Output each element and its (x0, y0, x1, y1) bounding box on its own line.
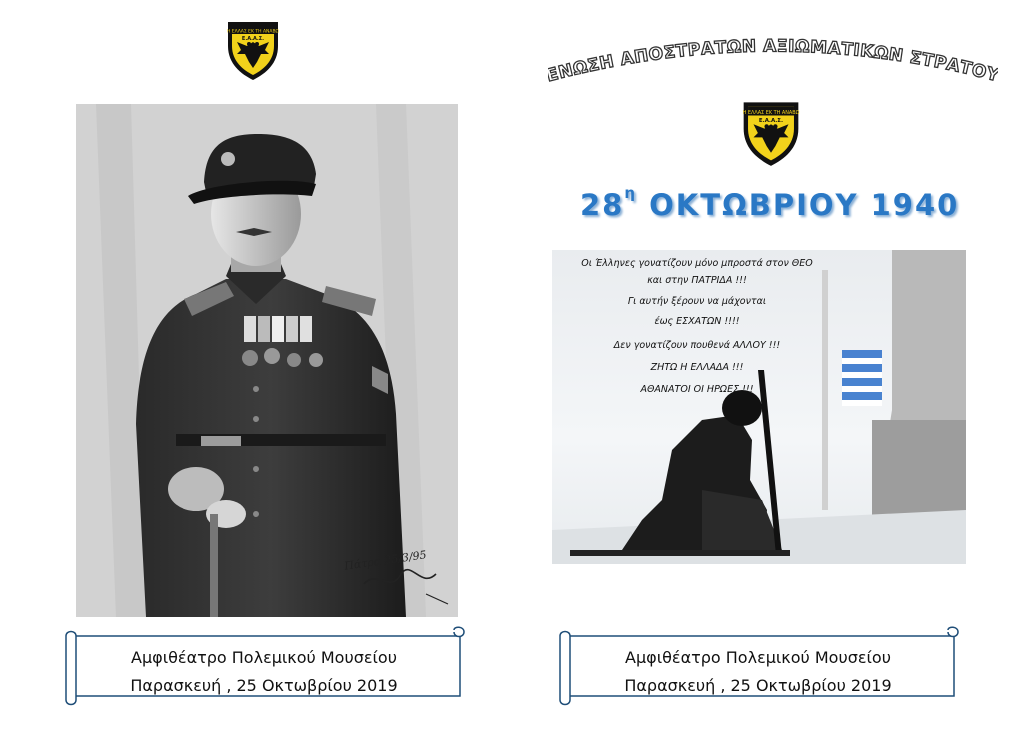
date-title-superscript: η (624, 184, 638, 202)
svg-text:Ε.Α.Α.Σ.: Ε.Α.Α.Σ. (241, 36, 265, 42)
quote-line-1: Οι Έλληνες γονατίζουν μόνο μπροστά στον ΘΕΟ (581, 258, 813, 269)
caption-scroll-right (556, 626, 960, 706)
svg-text:Η ΕΛΛΑΣ ΕΚ ΤΗ ΑΝΑΒΩ: Η ΕΛΛΑΣ ΕΚ ΤΗ ΑΝΑΒΩ (226, 29, 280, 35)
quote-line-3: Γι αυτήν ξέρουν να μάχονται (627, 296, 767, 307)
date-title-rest: ΟΚΤΩΒΡΙΟΥ 1940 (649, 188, 960, 222)
date-title (580, 184, 980, 222)
quote-line-2: και στην ΠΑΤΡΙΔΑ !!! (647, 275, 747, 286)
signature-date-text: Πάτρα 25/3/95 (343, 548, 428, 573)
quote-line-7: ΑΘΑΝΑΤΟΙ ΟΙ ΗΡΩΕΣ !!! (640, 384, 754, 395)
quote-line-5: Δεν γονατίζουν πουθενά ΑΛΛΟΥ !!! (613, 340, 781, 351)
date-title-day: 28 (580, 188, 625, 222)
organization-name: ΝΩΣΗ ΑΠΟΣΤΡΑΤΩΝ ΑΞΙΩΜΑΤΙΚΩΝ ΣΤΡΑΤΟ (556, 36, 989, 84)
caption-date-left: Παρασκευή , 25 Οκτωβρίου 2019 (130, 676, 398, 695)
caption-venue-left: Αμφιθέατρο Πολεμικού Μουσείου (131, 648, 397, 667)
svg-text:ΕΝΩΣΗ ΑΠΟΣΤΡΑΤΩΝ ΑΞΙΩΜΑΤΙΚΩΝ Σ (548, 36, 998, 86)
quote-line-6: ΖΗΤΩ Η ΕΛΛΑΔΑ !!! (650, 362, 744, 373)
svg-text:Ε.Α.Α.Σ.: Ε.Α.Α.Σ. (758, 118, 784, 125)
quote-line-4: έως ΕΣΧΑΤΩΝ !!!! (654, 316, 740, 327)
caption-venue-right: Αμφιθέατρο Πολεμικού Μουσείου (625, 648, 891, 667)
greek-flag-icon (842, 350, 882, 406)
organization-arched-title (548, 18, 998, 98)
svg-text:Η ΕΛΛΑΣ ΕΚ ΤΗ ΑΝΑΒΩ: Η ΕΛΛΑΣ ΕΚ ΤΗ ΑΝΑΒΩ (742, 109, 800, 116)
officer-portrait-photo (76, 104, 458, 617)
caption-date-right: Παρασκευή , 25 Οκτωβρίου 2019 (624, 676, 892, 695)
kneeling-soldier-image (552, 250, 966, 564)
emblem-logo-left (225, 18, 281, 82)
emblem-logo-right (740, 98, 802, 168)
caption-scroll-left (62, 626, 466, 706)
